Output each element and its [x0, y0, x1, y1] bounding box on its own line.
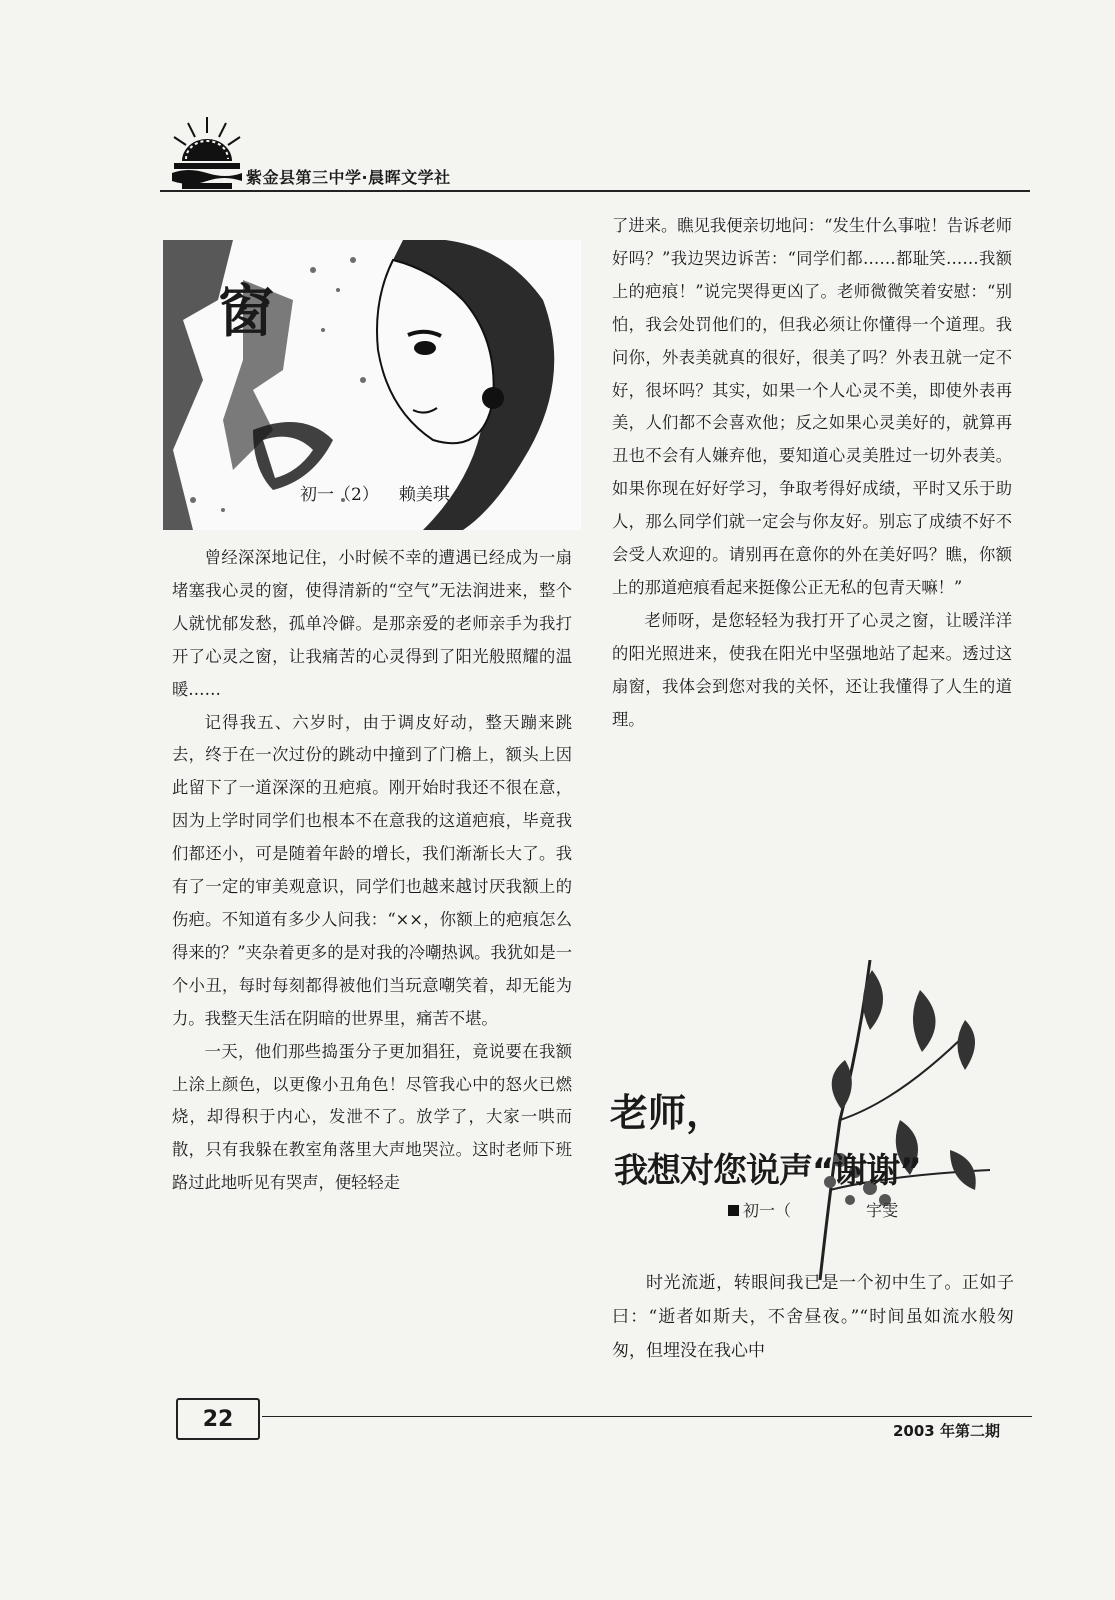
- article2-title-line1: 老师，: [610, 1091, 725, 1135]
- footer-divider: [262, 1416, 1032, 1417]
- paragraph: 时光流逝，转眼间我已是一个初中生了。正如子曰：“逝者如斯夫，不舍昼夜。”“时间虽如流水般匆匆，但埋没在我心中: [612, 1273, 1014, 1361]
- paragraph: 一天，他们那些捣蛋分子更加猖狂，竟说要在我额上涂上颜色，以更像小丑角色！尽管我心中的怒火已燃烧，却得积于内心，发泄不了。放学了，大家一哄而散，只有我躲在教室角落里大声地哭泣。这时老师下班路过此地听见有哭声，便轻轻走: [172, 1041, 572, 1193]
- article-title: 窗: [218, 280, 272, 345]
- author-name: 宇雯: [866, 1201, 899, 1220]
- paragraph: 记得我五、六岁时，由于调皮好动，整天蹦来跳去，终于在一次过份的跳动中撞到了门檐上，额头上因此留下了一道深深的丑疤痕。刚开始时我还不很在意，因为上学时同学们也根本不在意我的这道疤痕，毕竟我们都还小，可是随着年龄的增长，我们渐渐长大了。我有了一定的审美观意识，同学们也越来越讨厌我额上的伤疤。不知道有多少人问我：“××，你额上的疤痕怎么得来的？”夹杂着更多的是对我的冷嘲热讽。我犹如是一个小丑，每时每刻都得被他们当玩意嘲笑着，却无能为力。我整天生活在阴暗的世界里，痛苦不堪。: [172, 712, 572, 1028]
- branch-illustration-icon: [800, 960, 1010, 1290]
- page-number: 22: [202, 1406, 234, 1432]
- issue-label: 2003 年第二期: [893, 1422, 1000, 1440]
- magazine-header-title: 紫金县第三中学·晨晖文学社: [246, 168, 451, 187]
- paragraph: 曾经深深地记住，小时候不幸的遭遇已经成为一扇堵塞我心灵的窗，使得清新的“空气”无法润进来，整个人就忧郁发愁，孤单冷僻。是那亲爱的老师亲手为我打开了心灵之窗，让我痛苦的心灵得到了阳光般照耀的温暖……: [172, 548, 572, 699]
- article-byline: [300, 480, 450, 505]
- header-divider: [160, 190, 1030, 192]
- page-number-badge: [176, 1398, 260, 1440]
- author-class: 初一（: [743, 1201, 792, 1220]
- school-logo-icon: [168, 115, 246, 195]
- article2-body: [612, 1266, 1014, 1368]
- author-name: 赖美琪: [398, 485, 450, 505]
- paragraph: 了进来。瞧见我便亲切地问：“发生什么事啦！告诉老师好吗？”我边哭边诉苦：“同学们都……都耻笑……我额上的疤痕！”说完哭得更凶了。老师微微笑着安慰：“别怕，我会处罚他们的，但我必须让你懂得一个道理。我问你，外表美就真的很好，很美了吗？外表丑就一定不好，很坏吗？其实，如果一个人心灵不美，即使外表再美，人们都不会喜欢他；反之如果心灵美好的，就算再丑也不会有人嫌弃他，要知道心灵美胜过一切外表美。如果你现在好好学习，争取考得好成绩，平时又乐于助人，那么同学们就一定会与你友好。别忘了成绩不好不会受人欢迎的。请别再在意你的外在美好吗？瞧，你额上的那道疤痕看起来挺像公正无私的包青天嘛！”: [612, 216, 1012, 597]
- author-class: 初一（2）: [300, 485, 379, 505]
- article2-byline: [728, 1198, 898, 1221]
- square-bullet-icon: [728, 1205, 739, 1216]
- paragraph: 老师呀，是您轻轻为我打开了心灵之窗，让暖洋洋的阳光照进来，使我在阳光中坚强地站了起来。透过这扇窗，我体会到您对我的关怀，还让我懂得了人生的道理。: [612, 610, 1012, 729]
- article-left-column: [172, 542, 572, 1200]
- article2-title-line2: 我想对您说声“谢谢”: [614, 1151, 921, 1191]
- article-right-column: [612, 210, 1012, 737]
